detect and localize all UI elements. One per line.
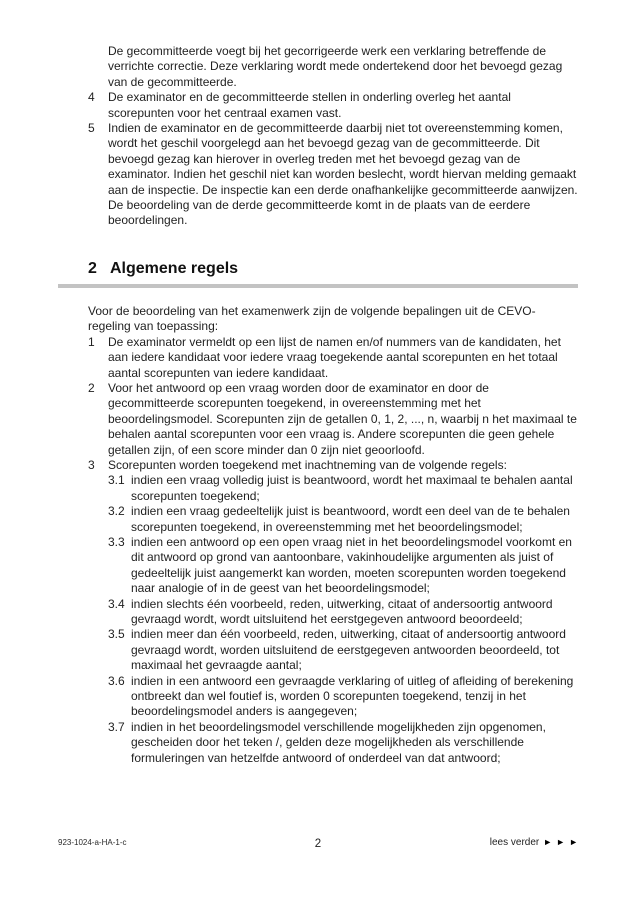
list-item-number: 4 xyxy=(88,90,95,105)
continue-label: lees verder xyxy=(489,837,540,848)
sub-list-item-number: 3.5 xyxy=(108,627,125,642)
arrow-right-icon: ► xyxy=(569,837,578,847)
sub-list-item xyxy=(108,720,578,766)
list-item-number: 2 xyxy=(88,380,95,395)
list-item-text: Indien de examinator en de gecommitteerde daarbij niet tot overeenstemming komen, wordt het geschil voorgelegd aan het bevoegd gezag van de gecommitteerde. Dit bevoegd gezag kan hierover in overleg treden met het bevoegd gezag van de examinator. Indien het geschil niet kan worden beslecht, wordt hiervan melding gemaakt aan de inspectie. De inspectie kan een derde onafhankelijke gecommitteerde aanwijzen. De beoordeling van de derde gecommitteerde komt in de plaats van de eerdere beoordelingen. xyxy=(108,121,578,228)
sub-list-item xyxy=(108,504,578,535)
list-item xyxy=(88,90,578,121)
page-content xyxy=(88,44,578,766)
list-item-text: De gecommitteerde voegt bij het gecorrigeerde werk een verklaring betreffende de verrichte correctie. Deze verklaring wordt mede ondertekend door het bevoegd gezag van de gecommitteerde. xyxy=(108,44,563,89)
list-item xyxy=(88,121,578,229)
list-item xyxy=(88,458,578,473)
list-item-number: 3 xyxy=(88,457,95,472)
document-code: 923-1024-a-HA-1-c xyxy=(58,838,127,847)
list-item-text: De examinator en de gecommitteerde stellen in onderling overleg het aantal scorepunten voor het centraal examen vast. xyxy=(108,90,511,120)
list-item-text: De examinator vermeldt op een lijst de namen en/of nummers van de kandidaten, het aan iedere kandidaat voor iedere vraag toegekende aantal scorepunten en het totaal aantal scorepunten van iedere kandidaat. xyxy=(108,334,561,380)
section-title: Algemene regels xyxy=(110,259,239,277)
sub-list-item-number: 3.4 xyxy=(108,596,125,611)
sub-list-item xyxy=(108,597,578,628)
sub-list-item-number: 3.6 xyxy=(108,673,125,688)
list-item-text: Voor het antwoord op een vraag worden door de examinator en door de gecommitteerde scorepunten toegekend, in overeenstemming met het beoordelingsmodel. Scorepunten zijn de getallen 0, 1, 2, ..., n, waarbij n het maximaal te behalen aantal scorepunten voor een vraag is. Andere scorepunten die geen gehele getallen zijn, of een score minder dan 0 zijn niet geoorloofd. xyxy=(108,380,577,457)
sub-list-item-text: indien meer dan één voorbeeld, reden, uitwerking, citaat of andersoortig antwoord gevraagd wordt, worden uitsluitend de eerstgegeven antwoorden beoordeeld, tot maximaal het gevraagde aantal; xyxy=(131,627,566,673)
section-heading xyxy=(88,259,578,278)
sub-list-item-text: indien in het beoordelingsmodel verschillende mogelijkheden zijn opgenomen, gescheiden door het teken /, gelden deze mogelijkheden als verschillende formuleringen van hetzelfde antwoord of onderdeel van dat antwoord; xyxy=(131,719,546,765)
sub-list-item-text: indien een vraag gedeeltelijk juist is beantwoord, wordt een deel van de te behalen scorepunten toegekend, in overeenstemming met het beoordelingsmodel; xyxy=(131,504,570,534)
page-number: 2 xyxy=(314,838,322,850)
sub-list-item-number: 3.7 xyxy=(108,719,125,734)
list-item xyxy=(88,335,578,381)
sub-list-item-number: 3.1 xyxy=(108,473,125,488)
list-item xyxy=(88,381,578,458)
sub-list-item-text: indien een antwoord op een open vraag niet in het beoordelingsmodel voorkomt en dit antwoord op grond van aantoonbare, vakinhoudelijke argumenten als juist of gedeeltelijk juist aangemerkt kan worden, moeten scorepunten worden toegekend naar analogie of in de geest van het beoordelingsmodel; xyxy=(131,534,572,596)
sub-list-item-number: 3.2 xyxy=(108,504,125,519)
sub-list-item-text: indien een vraag volledig juist is beantwoord, wordt het maximaal te behalen aantal scorepunten toegekend; xyxy=(131,473,573,503)
sub-list-item xyxy=(108,535,578,597)
list-item-number: 1 xyxy=(88,334,95,349)
heading-rule-divider xyxy=(58,284,578,288)
list-item-number: 5 xyxy=(88,121,95,136)
sub-list-item xyxy=(108,473,578,504)
sub-list-item-number: 3.3 xyxy=(108,534,125,549)
sub-list-item-text: indien in een antwoord een gevraagde verklaring of uitleg of afleiding of berekening ontbreekt dan wel foutief is, worden 0 scorepunten toegekend, tenzij in het beoordelingsmodel anders is aangegeven; xyxy=(131,673,574,719)
list-item-text: Scorepunten worden toegekend met inachtneming van de volgende regels: xyxy=(108,457,507,472)
section-number: 2 xyxy=(88,259,97,277)
arrow-right-icon: ► xyxy=(543,837,553,847)
list-item-number xyxy=(88,44,108,90)
intro-paragraph: Voor de beoordeling van het examenwerk zijn de volgende bepalingen uit de CEVO-regeling van toepassing: xyxy=(88,303,536,334)
sub-list-item-text: indien slechts één voorbeeld, reden, uitwerking, citaat of andersoortig antwoord gevraagd wordt, wordt uitsluitend het eerstgegeven antwoord beoordeeld; xyxy=(131,596,553,626)
continue-indicator xyxy=(490,837,578,848)
page-footer xyxy=(58,832,578,850)
sub-list-item xyxy=(108,674,578,720)
list-item xyxy=(88,44,578,90)
sub-list-item xyxy=(108,627,578,673)
arrow-right-icon: ► xyxy=(556,837,566,847)
